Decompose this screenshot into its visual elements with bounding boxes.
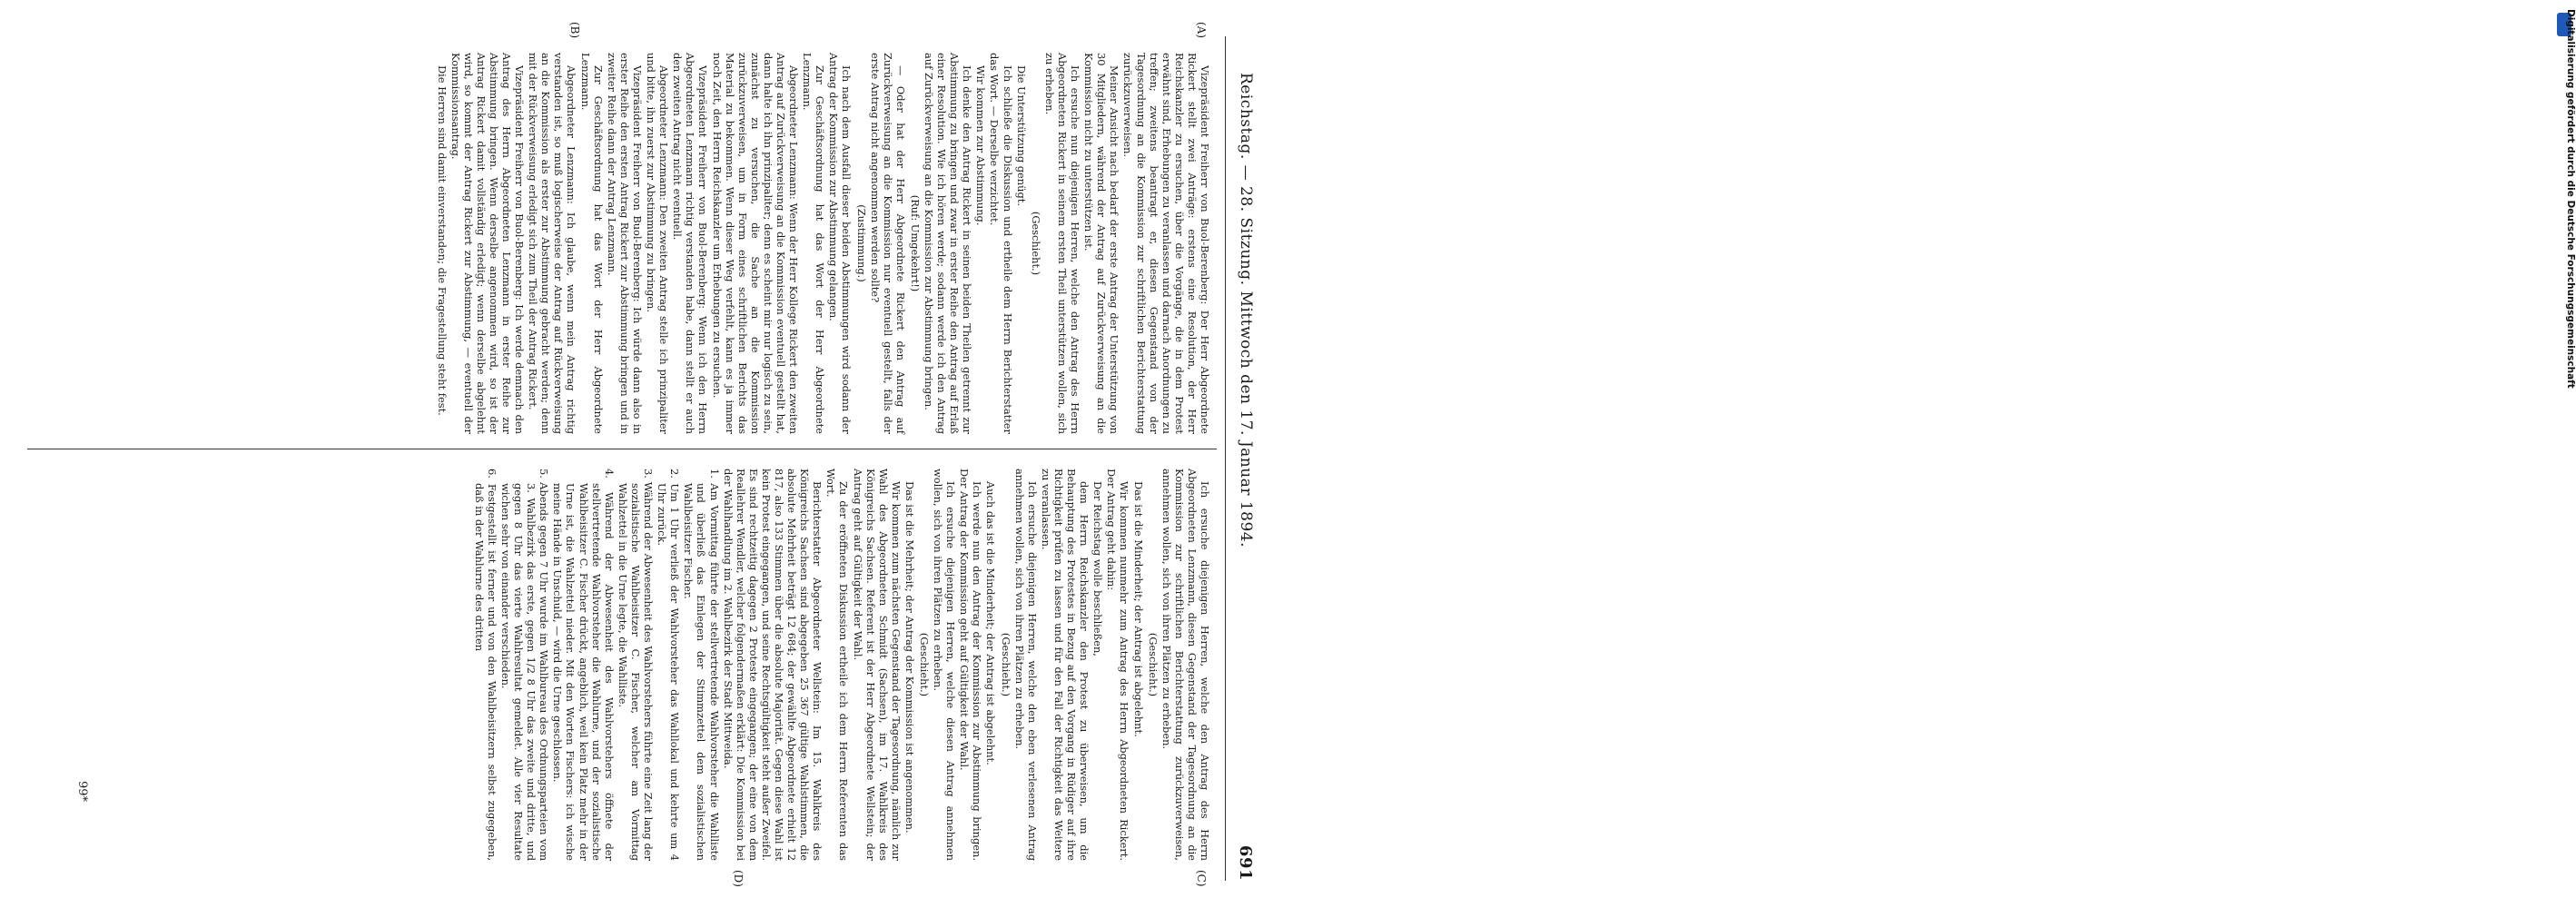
paragraph: Abgeordneter Lenzmann: Den zweiten Antrag stelle ich prinzipaliter und bitte, ihn zuerst zur Abstimmung zu bringen. bbox=[645, 53, 671, 434]
paragraph: 5. Abends gegen 7 Uhr wurde im Wahlbureau des Ordnungsparteien vom 3. Wahlbezirk das erste, gegen 1/2 8 Uhr das zweite und dritte, und gegen 8 Uhr das vierte Wahlresultat gemeldet. Alle vier Resultate wichen sehr von einander verschieden. bbox=[499, 469, 551, 861]
page-number: 691 bbox=[1236, 844, 1255, 881]
left-column bbox=[434, 53, 1211, 434]
paragraph: Das ist die Minderheit; der Antrag ist abgelehnt. bbox=[1131, 481, 1145, 737]
page-header: Reichstag. — 28. Sitzung. Mittwoch den 17. Januar 1894. bbox=[1237, 73, 1255, 548]
paragraph: Berichterstatter Abgeordneter Wellstein: Im 15. Wahlkreis des Königreichs Sachsen sind abgegeben 25 367 gültige Wahlstimmen, die absolute Mehrheit beträgt 12 684; der gewählte Abgeordnete erhielt 12 817, also 133 Stimmen über die absolute Majorität. Gegen diese Wahl ist kein Protest eingegangen, und seine Rechtsgültigkeit steht außer Zweifel. Es sind rechtzeitig dagegen 2 Proteste eingegangen; der eine von dem Reallehrer Wendler, welcher folgendermaßen erklärt: Die Kommission bei der Wahlhandlung im 2. Wahlbezirk der Stadt Mittweida. bbox=[721, 469, 824, 861]
paragraph: Wir kommen zum nächsten Gegenstand der Tagesordnung, nämlich zur Wahl des Abgeordneten Schmidt (Sachsen), im 17. Wahlkreis des Königreichs Sachsen. Referent ist der Herr Abgeordnete Wellstein; der Antrag geht auf Gültigkeit der Wahl. bbox=[851, 469, 903, 861]
paragraph: 3. Während der Abwesenheit des Wahlvorstehers führte eine Zeit lang der sozialistische Wahlbeisitzer C. Fischer, welcher am Vormittag Wahlzettel in die Urne legte, die Wahlliste. bbox=[616, 469, 656, 861]
paragraph: Ich nach dem Ausfall dieser beiden Abstimmungen wird sodann der Antrag der Kommission zur Abstimmung gelangen. bbox=[827, 53, 854, 434]
paragraph: Ich werde nun den Antrag der Kommission zur Abstimmung bringen. Der Antrag der Kommission geht auf Gültigkeit der Wahl. bbox=[958, 469, 984, 861]
paragraph: Vizepräsident Freiherr von Buol-Berenberg: Ich würde dann also in erster Reihe den ersten Antrag Rickert zur Abstimmung bringen und in zweiter Reihe dann der Antrag Lenzmann. bbox=[605, 53, 644, 434]
paragraph: Wir kommen zur Abstimmung. bbox=[974, 65, 988, 226]
paragraph: (Zustimmung.) bbox=[854, 204, 868, 282]
paragraph: Ich denke den Antrag Rickert in seinen beiden Theilen getrennt zur Abstimmung zu bringen und zwar in erster Reihe den Antrag auf Erlaß einer Resolution. Wie ich hören werde; sodann werde ich den Antrag auf Zurückverweisung an die Kommission zur Abstimmung bringen. bbox=[923, 53, 974, 434]
paragraph: Die Herren sind damit einverstanden; die Fragestellung steht fest. bbox=[435, 65, 449, 416]
paragraph: Der Reichstag wolle beschließen, bbox=[1091, 481, 1105, 656]
margin-mark-c: (C) bbox=[1195, 870, 1208, 887]
paragraph: Vizepräsident Freiherr von Buol-Berenberg: Wenn ich den Herrn Abgeordneten Lenzmann richtig verstanden habe, dann stellt er auch den zweiten Antrag nicht eventuell. bbox=[671, 53, 710, 434]
paragraph: (Geschieht.) bbox=[1029, 211, 1042, 276]
paragraph: 6. Festgestellt ist ferner und von den Wahlbeisitzern selbst zugegeben, daß in der Wahlurne des dritten bbox=[472, 469, 498, 861]
paragraph: — Oder hat der Herr Abgeordnete Rickert den Antrag auf Zurückverweisung an die Kommission nur eventuell gestellt, falls der erste Antrag nicht angenommen werden sollte? bbox=[868, 53, 907, 434]
paragraph: 1. Am Vormittag führte der stellvertretende Wahlvorsteher die Wahlliste und überließ das Einlegen der Stimmzettel dem sozialistischen Wahlbeisitzer Fischer. bbox=[682, 469, 721, 861]
paragraph: (Geschieht.) bbox=[1146, 632, 1160, 697]
paragraph: Zur Geschäftsordnung hat das Wort der Herr Abgeordnete Lenzmann. bbox=[578, 53, 605, 434]
paragraph: Ich ersuche nun diejenigen Herren, welche den Antrag des Herrn Abgeordneten Rickert in seinem ersten Theil unterstützen wollen, sich zu erheben. bbox=[1042, 53, 1082, 434]
scanned-page bbox=[0, 0, 1271, 908]
paragraph: 2. Um 1 Uhr verließ der Wahlvorsteher das Wahllokal und kehrte um 4 Uhr zurück. bbox=[656, 469, 682, 861]
paragraph: Ich ersuche diejenigen Herren, welche den eben verlesenen Antrag annehmen wollen, sich von ihren Plätzen zu erheben. bbox=[1012, 469, 1039, 861]
paragraph: Die Unterstützung genügt. bbox=[1014, 65, 1028, 206]
paragraph: Vizepräsident Freiherr von Buol-Berenberg: Der Herr Abgeordnete Rickert stellt zwei Anträge: erstens eine Resolution, der Herr Reichskanzler zu ersuchen, über die Vorgänge, die in dem Protest erwähnt sind, Erhebungen zu veranlassen und darnach Anordnungen zu treffen; zweitens beantragt er, diesen Gegenstand von der Tagesordnung an die Kommission zur schriftlichen Berichterstattung zurückzuverweisen. bbox=[1121, 53, 1211, 434]
paragraph: dem Herrn Reichskanzler den Protest zu überweisen, um die Behauptung des Protestes in Bezug auf den Vorgang in Rüdiger auf ihre Richtigkeit prüfen zu lassen und für den Fall der Richtigkeit das Weitere zu veranlassen. bbox=[1039, 469, 1091, 861]
paragraph: Abgeordneter Lenzmann: Wenn der Herr Kollege Rickert den zweiten Antrag auf Zurückverweisung an die Kommission eventuell gestellt hat, dann halte ich ihn prinzipaliter; denn es scheint mir nur logisch zu sein, zunächst zu versuchen, die Sache an die Kommission zurückzuverweisen, um in Form eines schriftlichen Berichts das Material zu bekommen. Wenn dieser Weg verfehlt, kann es ja immer noch Zeit, den Herrn Reichskanzler um Erhebungen zu ersuchen. bbox=[710, 53, 801, 434]
margin-mark-a: (A) bbox=[1195, 22, 1208, 39]
header-rule bbox=[1225, 36, 1226, 881]
paragraph: Ich ersuche diejenigen Herren, welche diesen Antrag annehmen wollen, sich von ihren Plätzen zu erheben. bbox=[932, 469, 958, 861]
paragraph: Vizepräsident Freiherr von Buol-Berenberg: Ich werde demnach den Antrag des Herrn Abgeordneten Lenzmann in erster Reihe zur Abstimmung bringen. Wenn derselbe angenommen wird, so ist der Antrag Rickert damit vollständig erledigt; wenn derselbe abgelehnt wird, so kommt der Antrag Rickert zur Abstimmung, — eventuell der Kommissionsantrag. bbox=[449, 53, 527, 434]
paragraph: Ich schließe die Diskussion und ertheile dem Herrn Berichterstatter das Wort. — Derselbe verzichtet. bbox=[988, 53, 1014, 434]
digitization-stamp bbox=[1276, 0, 2576, 908]
paragraph: Abgeordneter Lenzmann: Ich glaube, wenn mein Antrag richtig verstanden ist, so muß logischerweise der Antrag auf Rückverweisung an die Kommission als erster zur Abstimmung gebracht werden; denn mit der Rückverweisung erledigt sich zum Theil der Antrag Rickert. bbox=[527, 53, 578, 434]
paragraph: (Ruf: Umgekehrt!) bbox=[908, 194, 922, 292]
margin-mark-d: (D) bbox=[732, 870, 745, 887]
paragraph: Ich ersuche diejenigen Herren, welche den Antrag des Herrn Abgeordneten Lenzmann, diesen Gegenstand der Tagesordnung an die Kommission zur schriftlichen Berichterstattung zurückzuverweisen, annehmen wollen, sich von ihren Plätzen zu erheben. bbox=[1160, 469, 1211, 861]
paragraph: Zur Geschäftsordnung hat das Wort der Herr Abgeordnete Lenzmann. bbox=[801, 53, 827, 434]
signature-mark: 99* bbox=[75, 781, 89, 803]
paragraph: Auch das ist die Minderheit; der Antrag ist abgelehnt. bbox=[984, 481, 998, 765]
paragraph: (Geschieht.) bbox=[999, 632, 1012, 697]
right-column bbox=[472, 469, 1211, 861]
paragraph: Meiner Ansicht nach bedarf der erste Antrag der Unterstützung von 30 Mitgliedern, während der Antrag auf Zurückverweisung an die Kommission nicht zu unterstützen ist. bbox=[1082, 53, 1121, 434]
paragraph: (Geschieht.) bbox=[918, 632, 932, 697]
paragraph: Wir kommen nunmehr zum Antrag des Herrn Abgeordneten Rickert. Der Antrag geht dahin: bbox=[1105, 469, 1131, 861]
paragraph: Das ist die Mehrheit; der Antrag der Kommission ist angenommen. bbox=[903, 481, 916, 834]
paragraph: Zu der eröffneten Diskussion ertheile ich dem Herrn Referenten das Wort. bbox=[824, 469, 851, 861]
paragraph: 4. Während der Abwesenheit des Wahlvorstehers öffnete der stellvertretende Wahlvorsteher die Wahlurne, und der sozialistische Wahlbeisitzer C. Fischer drückt, angeblich, weil kein Platz mehr in der Urne ist, die Wahlzettel nieder. Mit den Worten Fischers: ich wische meine Hände in Unschuld, — wird die Urne geschlossen. bbox=[551, 469, 616, 861]
digitization-notice: Digitalisierung gefördert durch die Deutsche Forschungsgemeinschaft bbox=[2565, 9, 2576, 389]
margin-mark-b: (B) bbox=[568, 22, 581, 39]
